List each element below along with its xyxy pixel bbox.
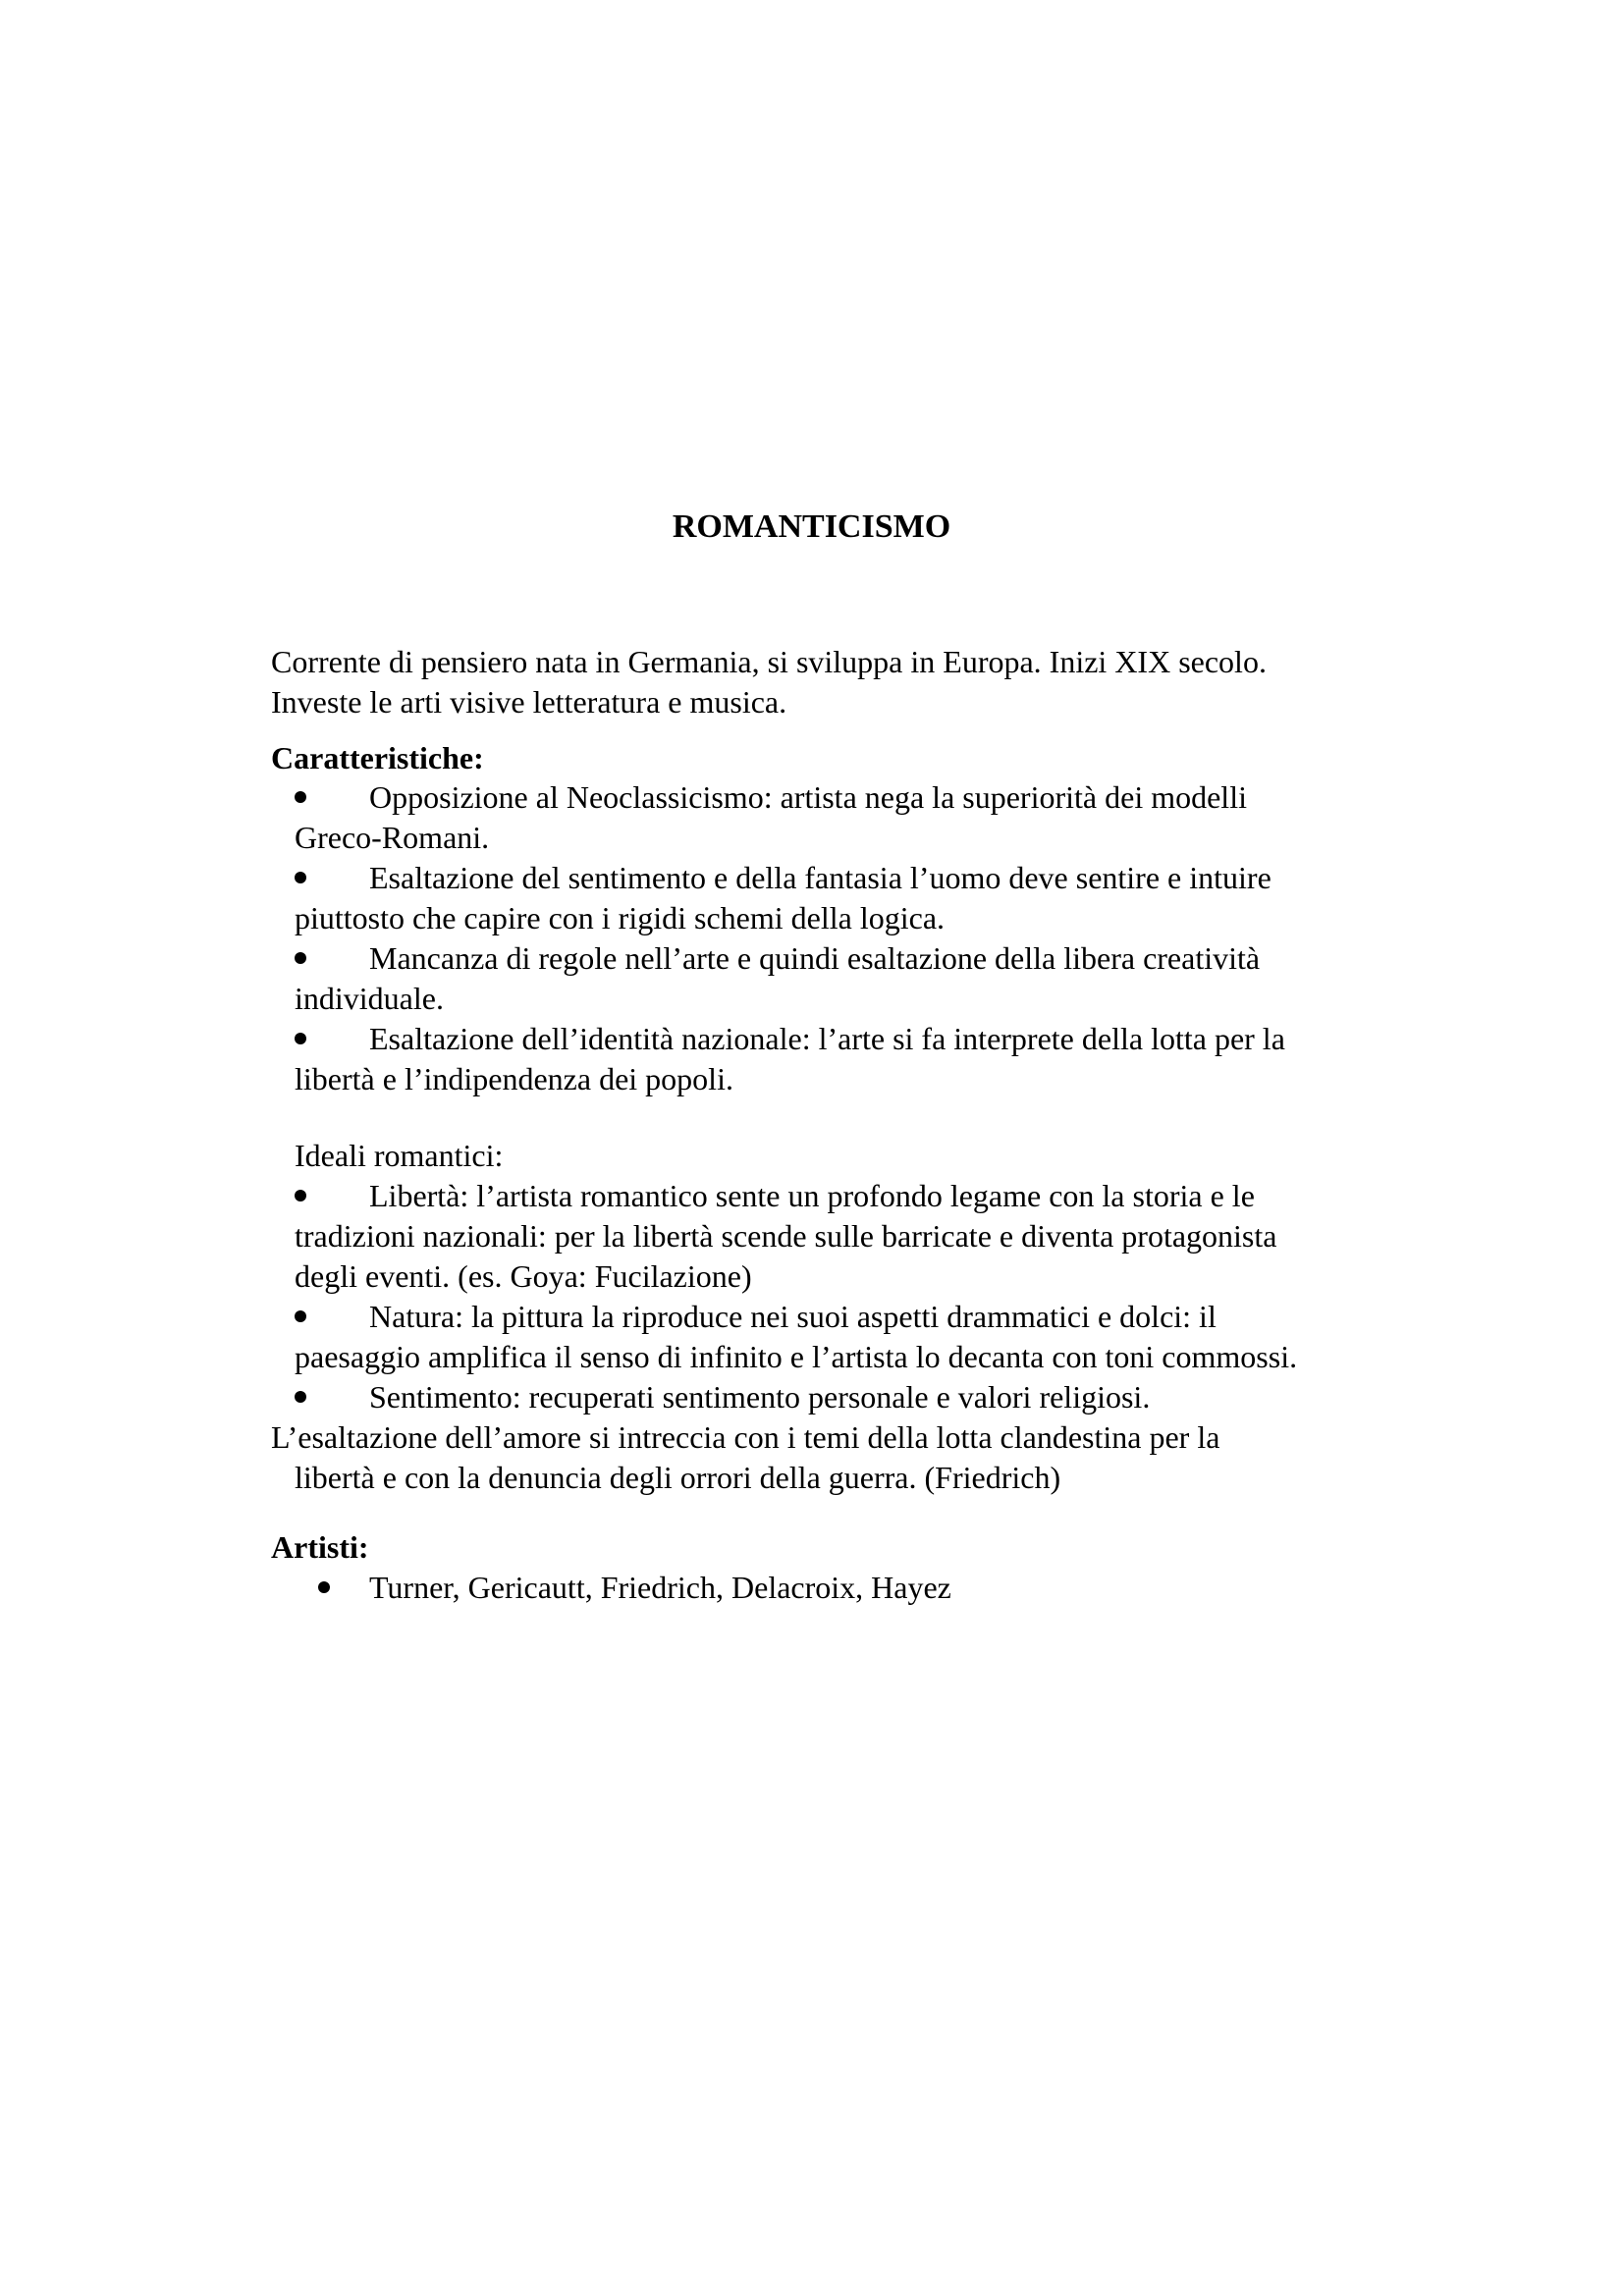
list-item-text: degli eventi. (es. Goya: Fucilazione) xyxy=(295,1258,752,1294)
bullet-icon xyxy=(295,858,369,898)
list-item-text: Esaltazione dell’identità nazionale: l’arte si fa interprete della lotta per la xyxy=(369,1021,1285,1056)
list-item-text: Mancanza di regole nell’arte e quindi esaltazione della libera creatività xyxy=(369,940,1261,976)
bullet-icon xyxy=(295,1176,369,1216)
list-item xyxy=(295,1176,1365,1297)
bullet-icon xyxy=(295,1377,369,1417)
list-item-text: individuale. xyxy=(295,981,444,1016)
ideals-list xyxy=(271,1176,1365,1498)
list-item xyxy=(295,938,1365,1019)
list-item xyxy=(295,777,1365,858)
page-title: ROMANTICISMO xyxy=(672,508,951,545)
characteristics-heading: Caratteristiche: xyxy=(271,740,484,775)
list-item-text: Sentimento: recuperati sentimento personale e valori religiosi. xyxy=(369,1379,1151,1415)
list-item-text: libertà e l’indipendenza dei popoli. xyxy=(295,1061,733,1096)
ideals-label: Ideali romantici: xyxy=(295,1138,504,1173)
list-item-text: libertà e con la denuncia degli orrori della guerra. (Friedrich) xyxy=(295,1460,1061,1495)
list-item-text: Natura: la pittura la riproduce nei suoi aspetti drammatici e dolci: il xyxy=(369,1299,1217,1334)
artists-list xyxy=(318,1568,1388,1608)
intro-line: Investe le arti visive letteratura e musica. xyxy=(271,684,787,720)
list-item-text: L’esaltazione dell’amore si intreccia con i temi della lotta clandestina per la xyxy=(271,1419,1220,1455)
characteristics-list xyxy=(295,777,1365,1099)
list-item-text: piuttosto che capire con i rigidi schemi della logica. xyxy=(295,900,946,935)
list-item-text: paesaggio amplifica il senso di infinito e l’artista lo decanta con toni commossi. xyxy=(295,1339,1298,1374)
bullet-icon xyxy=(295,777,369,818)
list-item xyxy=(271,1377,1365,1498)
intro-paragraph xyxy=(271,642,1361,722)
bullet-icon xyxy=(295,1019,369,1059)
list-item-text: Libertà: l’artista romantico sente un profondo legame con la storia e le xyxy=(369,1178,1255,1213)
artists-heading: Artisti: xyxy=(271,1529,369,1565)
bullet-icon xyxy=(295,1297,369,1337)
list-item-text: Turner, Gericautt, Friedrich, Delacroix, Hayez xyxy=(369,1570,951,1605)
list-item-text: Esaltazione del sentimento e della fantasia l’uomo deve sentire e intuire xyxy=(369,860,1271,895)
list-item xyxy=(318,1568,1388,1608)
list-item-text: Greco-Romani. xyxy=(295,820,490,855)
list-item xyxy=(295,858,1365,938)
bullet-icon xyxy=(295,938,369,979)
list-item-text: tradizioni nazionali: per la libertà scende sulle barricate e diventa protagonista xyxy=(295,1218,1277,1254)
intro-line: Corrente di pensiero nata in Germania, si sviluppa in Europa. Inizi XIX secolo. xyxy=(271,644,1267,679)
list-item xyxy=(295,1019,1365,1099)
list-item xyxy=(295,1297,1365,1377)
bullet-icon xyxy=(318,1568,369,1608)
list-item-text: Opposizione al Neoclassicismo: artista nega la superiorità dei modelli xyxy=(369,779,1247,815)
